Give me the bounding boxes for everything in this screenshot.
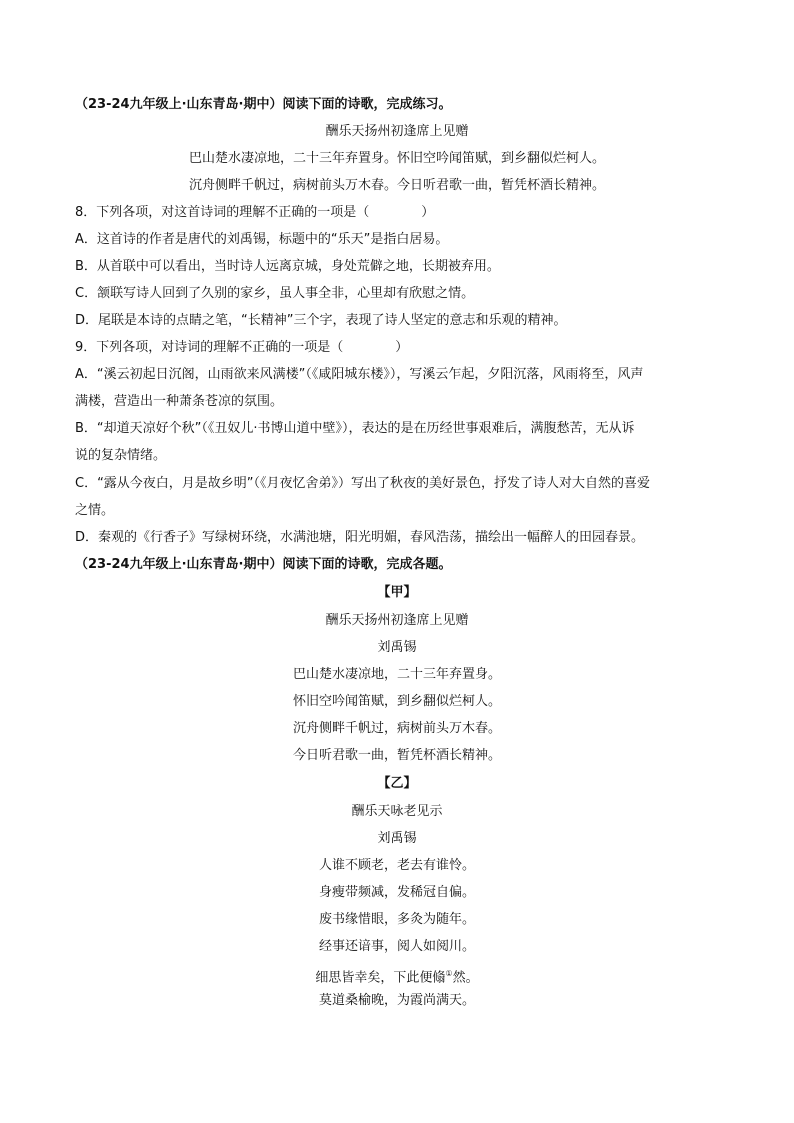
poem-line-2: 沉舟侧畔千帆过，病树前头万木春。今日听君歌一曲，暂凭杯酒长精神。 — [188, 178, 605, 193]
yi-label: 【乙】 — [377, 776, 417, 791]
jia-line-4: 今日听君歌一曲，暂凭杯酒长精神。 — [292, 748, 501, 763]
yi-line-2: 身瘦带频减，发稀冠自偏。 — [318, 885, 475, 900]
q8-option-a: A．这首诗的作者是唐代的刘禹锡，标题中的“乐天”是指白居易。 — [75, 232, 449, 247]
q9-option-b-line1: B．“却道天凉好个秋”（《丑奴儿·书博山道中壁》），表达的是在历经世事艰难后，满腹愁苦，无从诉 — [75, 421, 635, 436]
yi-line-6: 莫道桑榆晚，为霞尚满天。 — [318, 993, 475, 1008]
poem-title: 酬乐天扬州初逢席上见赠 — [325, 124, 469, 139]
footnote-mark: ① — [445, 969, 453, 978]
q9-stem: 9．下列各项，对诗词的理解不正确的一项是（ ） — [75, 340, 409, 355]
yi-line-5 — [0, 965, 794, 987]
yi-author: 刘禹锡 — [377, 831, 417, 846]
q9-option-b-line2: 说的复杂情绪。 — [75, 448, 167, 463]
jia-title: 酬乐天扬州初逢席上见赠 — [325, 613, 469, 628]
jia-line-3: 沉舟侧畔千帆过，病树前头万木春。 — [292, 721, 501, 736]
q9-option-d: D．秦观的《行香子》写绿树环绕，水满池塘，阳光明媚，春风浩荡，描绘出一幅醉人的田园春景。 — [75, 530, 645, 545]
poem-line-1: 巴山楚水凄凉地，二十三年弃置身。怀旧空吟闻笛赋，到乡翻似烂柯人。 — [188, 151, 605, 166]
q9-option-c-line1: C．“露从今夜白，月是故乡明”（《月夜忆舍弟》）写出了秋夜的美好景色，抒发了诗人对大自然的喜爱 — [75, 476, 651, 491]
jia-line-1: 巴山楚水凄凉地，二十三年弃置身。 — [292, 667, 501, 682]
jia-label: 【甲】 — [377, 585, 417, 600]
q9-option-a-line2: 满楼，营造出一种萧条苍凉的氛围。 — [75, 394, 284, 409]
yi-line-1: 人谁不顾老，老去有谁怜。 — [318, 858, 475, 873]
yi-line-4: 经事还谙事，阅人如阅川。 — [318, 939, 475, 954]
section2-header: （23-24九年级上·山东青岛·期中）阅读下面的诗歌，完成各题。 — [75, 557, 452, 572]
q9-option-a-line1: A．“溪云初起日沉阁，山雨欲来风满楼”（《咸阳城东楼》），写溪云乍起，夕阳沉落，风雨将至，风声 — [75, 367, 644, 382]
q9-option-c-line2: 之情。 — [75, 503, 115, 518]
yi-line-5-text: 细思皆幸矣，下此便翛 — [315, 970, 446, 986]
jia-line-2: 怀旧空吟闻笛赋，到乡翻似烂柯人。 — [292, 694, 501, 709]
yi-line-5-tail: 然。 — [452, 970, 479, 986]
q8-stem: 8．下列各项，对这首诗词的理解不正确的一项是（ ） — [75, 205, 435, 220]
yi-line-3: 废书缘惜眼，多灸为随年。 — [318, 912, 475, 927]
jia-author: 刘禹锡 — [377, 640, 417, 655]
q8-option-d: D．尾联是本诗的点睛之笔，“长精神”三个字，表现了诗人坚定的意志和乐观的精神。 — [75, 313, 567, 328]
q8-option-c: C．颔联写诗人回到了久别的家乡，虽人事全非，心里却有欣慰之情。 — [75, 286, 475, 301]
yi-title: 酬乐天咏老见示 — [351, 804, 443, 819]
q8-option-b: B．从首联中可以看出，当时诗人远离京城，身处荒僻之地，长期被弃用。 — [75, 259, 500, 274]
section1-header: （23-24九年级上·山东青岛·期中）阅读下面的诗歌，完成练习。 — [75, 97, 452, 112]
